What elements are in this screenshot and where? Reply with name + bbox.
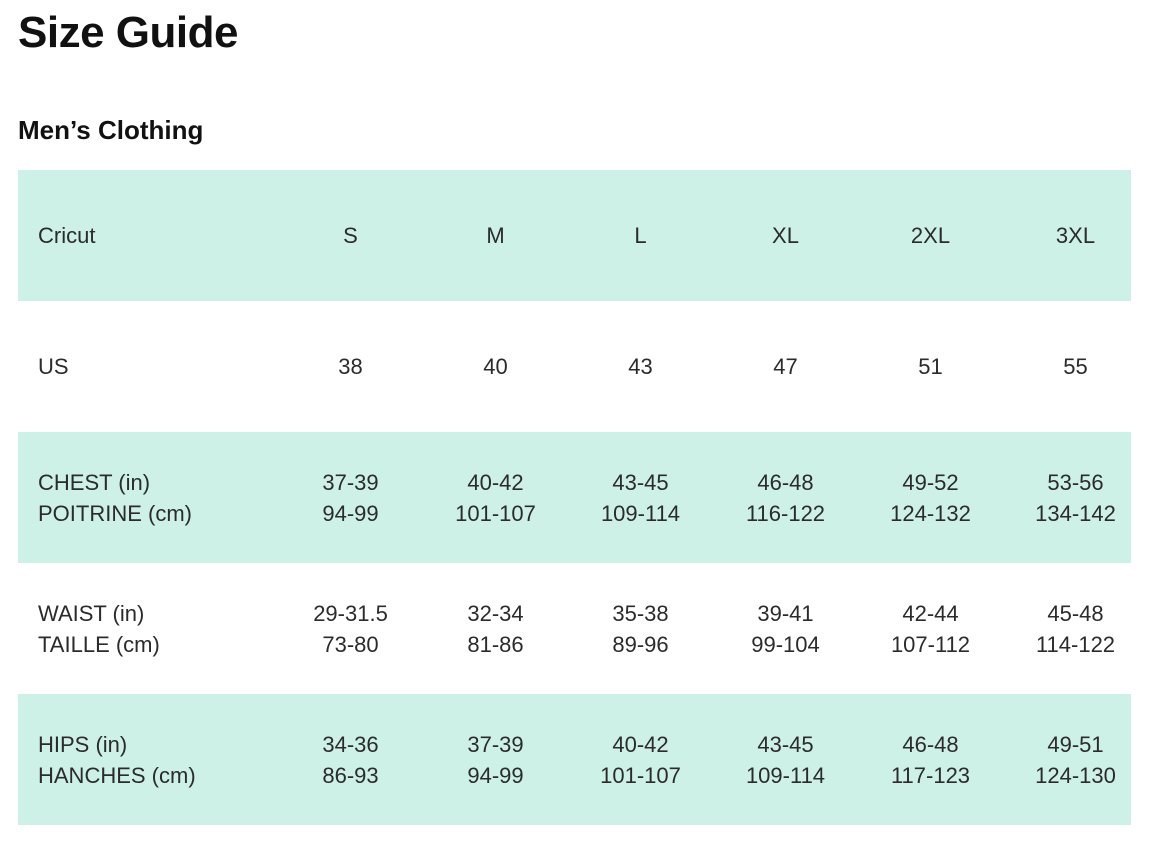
- row-label-primary: US: [38, 354, 69, 379]
- cell-value-cm: 109-114: [600, 500, 681, 526]
- table-row-hips: [18, 694, 1131, 825]
- cell-value: 51: [918, 354, 943, 379]
- header-label: Cricut: [38, 223, 96, 248]
- cell-value-in: 37-39: [467, 731, 524, 757]
- cell-value-in: 49-52: [902, 469, 959, 495]
- row-label: [18, 598, 278, 660]
- cell-value-in: 46-48: [902, 731, 959, 757]
- cell-value-cm: 99-104: [751, 631, 820, 657]
- size-header: L: [634, 223, 647, 248]
- cell-value: 40: [483, 354, 508, 379]
- table-cell: [713, 351, 858, 382]
- size-header: 3XL: [1055, 223, 1096, 248]
- cell-value-in: 39-41: [757, 600, 814, 626]
- cell-value: 43: [628, 354, 653, 379]
- size-header: XL: [772, 223, 799, 248]
- table-cell: [858, 351, 1003, 382]
- cell-value-in: 46-48: [757, 469, 814, 495]
- table-cell: [568, 598, 713, 660]
- table-cell: [278, 467, 423, 529]
- section-title: Men’s Clothing: [18, 115, 204, 145]
- cell-value-cm: 114-122: [1035, 631, 1116, 657]
- size-header: S: [343, 223, 358, 248]
- table-header-row: [18, 170, 1131, 301]
- row-label: [18, 467, 278, 529]
- table-cell: [1003, 467, 1148, 529]
- size-table: [18, 170, 1131, 825]
- cell-value-in: 49-51: [1047, 731, 1104, 757]
- table-cell: [568, 467, 713, 529]
- table-cell: [1003, 729, 1148, 791]
- cell-value-cm: 94-99: [322, 500, 379, 526]
- table-cell: [278, 351, 423, 382]
- table-cell: [568, 729, 713, 791]
- cell-value-cm: 101-107: [455, 500, 536, 526]
- row-label: [18, 729, 278, 791]
- cell-value-cm: 116-122: [745, 500, 826, 526]
- table-row-waist: [18, 563, 1131, 694]
- cell-value-in: 40-42: [612, 731, 669, 757]
- table-cell: [423, 351, 568, 382]
- cell-value: 55: [1063, 354, 1088, 379]
- table-cell: [278, 598, 423, 660]
- table-cell: [423, 467, 568, 529]
- table-cell: [713, 729, 858, 791]
- cell-value-cm: 117-123: [890, 762, 971, 788]
- row-label-primary: WAIST (in): [38, 600, 145, 626]
- row-label-secondary: HANCHES (cm): [38, 762, 196, 788]
- cell-value-in: 40-42: [467, 469, 524, 495]
- row-label-primary: CHEST (in): [38, 469, 151, 495]
- table-cell: [278, 729, 423, 791]
- cell-value-cm: 89-96: [612, 631, 669, 657]
- row-label-secondary: POITRINE (cm): [38, 500, 192, 526]
- row-label: [18, 351, 278, 382]
- cell-value: 38: [338, 354, 363, 379]
- cell-value-cm: 109-114: [745, 762, 826, 788]
- table-cell: [858, 598, 1003, 660]
- table-cell: [858, 729, 1003, 791]
- cell-value-cm: 94-99: [467, 762, 524, 788]
- cell-value-in: 53-56: [1047, 469, 1104, 495]
- cell-value-in: 42-44: [902, 600, 959, 626]
- cell-value-cm: 124-130: [1035, 762, 1116, 788]
- cell-value-in: 43-45: [612, 469, 669, 495]
- table-row-us: [18, 301, 1131, 432]
- table-cell: [423, 598, 568, 660]
- cell-value-cm: 86-93: [322, 762, 379, 788]
- cell-value: 47: [773, 354, 798, 379]
- cell-value-in: 43-45: [757, 731, 814, 757]
- page-title: Size Guide: [18, 8, 238, 57]
- cell-value-in: 45-48: [1047, 600, 1104, 626]
- cell-value-cm: 124-132: [890, 500, 971, 526]
- size-header: 2XL: [910, 223, 951, 248]
- cell-value-cm: 101-107: [600, 762, 681, 788]
- cell-value-cm: 73-80: [322, 631, 379, 657]
- table-cell: [1003, 598, 1148, 660]
- cell-value-in: 34-36: [322, 731, 379, 757]
- cell-value-cm: 134-142: [1035, 500, 1116, 526]
- row-label-secondary: TAILLE (cm): [38, 631, 160, 657]
- cell-value-in: 37-39: [322, 469, 379, 495]
- cell-value-cm: 81-86: [467, 631, 524, 657]
- table-cell: [858, 467, 1003, 529]
- cell-value-cm: 107-112: [890, 631, 971, 657]
- table-cell: [568, 351, 713, 382]
- cell-value-in: 29-31.5: [313, 600, 388, 626]
- row-label-primary: HIPS (in): [38, 731, 128, 757]
- table-cell: [423, 729, 568, 791]
- table-row-chest: [18, 432, 1131, 563]
- cell-value-in: 32-34: [467, 600, 524, 626]
- table-cell: [713, 598, 858, 660]
- cell-value-in: 35-38: [612, 600, 669, 626]
- size-header: M: [486, 223, 505, 248]
- table-cell: [1003, 351, 1148, 382]
- table-cell: [713, 467, 858, 529]
